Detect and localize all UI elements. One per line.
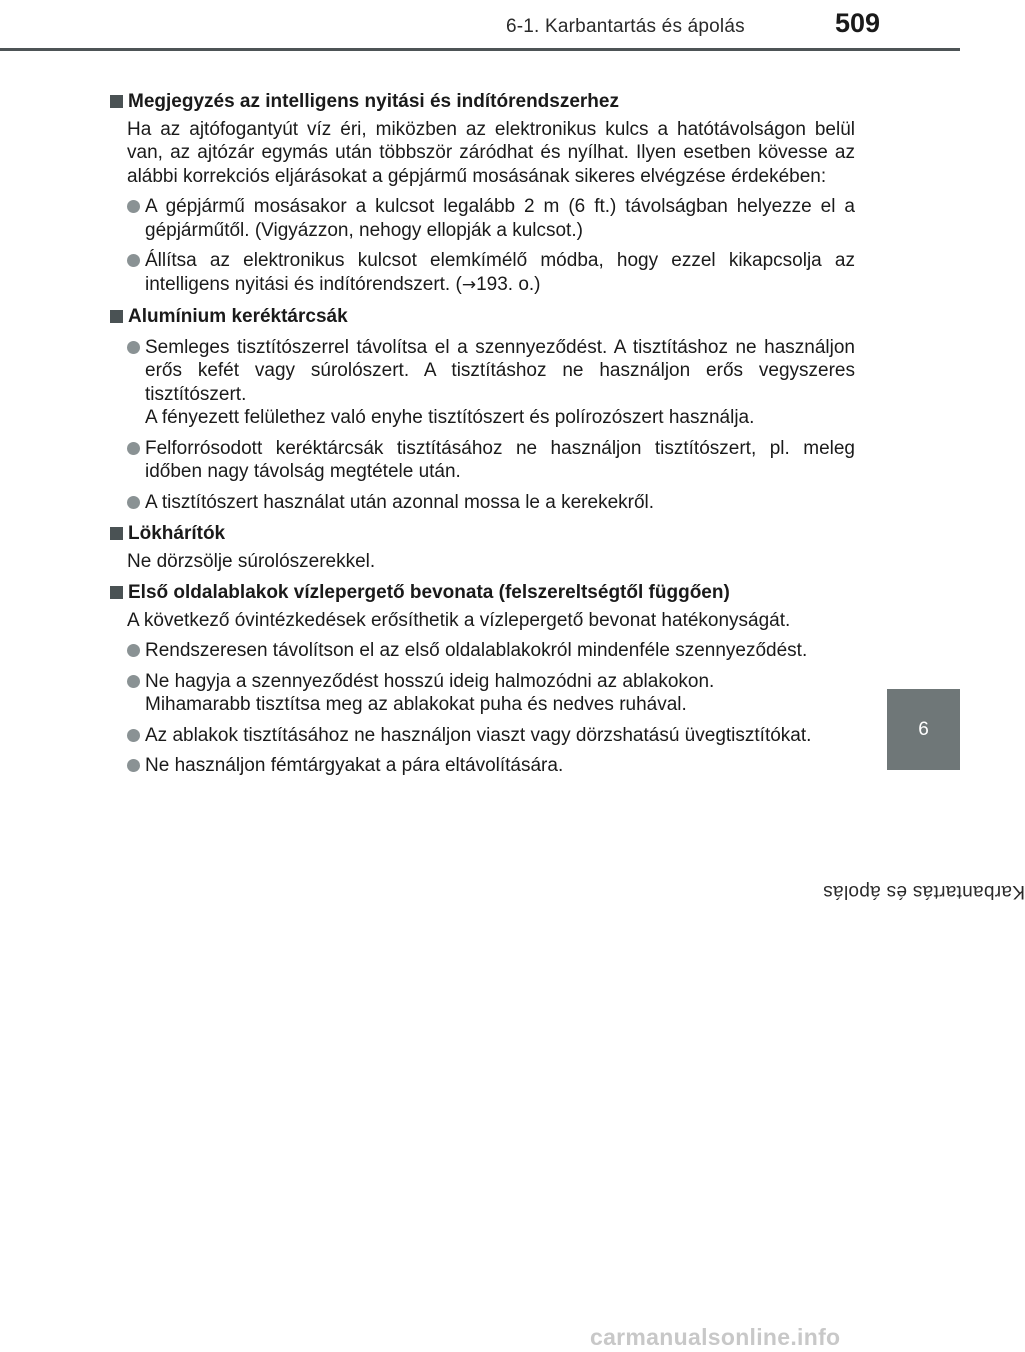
list-item-text: Ne hagyja a szennyeződést hosszú ideig halmozódni az ablakokon.	[145, 670, 715, 692]
cross-reference-arrow-icon: →	[461, 274, 477, 295]
section-intro: A következő óvintézkedések erősíthetik a vízlepergető bevonat hatékonyságát.	[127, 609, 791, 631]
list-item	[109, 336, 855, 430]
list-item	[109, 639, 855, 663]
list-item	[109, 195, 855, 242]
square-bullet-icon	[110, 527, 123, 540]
list-item	[109, 670, 855, 717]
round-bullet-icon	[127, 254, 140, 267]
square-bullet-icon	[110, 310, 123, 323]
list-item-text: Ne használjon fémtárgyakat a pára eltávolítására.	[145, 755, 564, 776]
section-heading-text: Első oldalablakok vízlepergető bevonata (felszereltségtől függően)	[128, 582, 730, 603]
header-divider	[0, 48, 960, 51]
section-intro: Ne dörzsölje súrolószerekkel.	[127, 550, 376, 572]
section-heading-intelligent-entry	[109, 90, 855, 114]
list-item-text: A tisztítószert használat után azonnal mossa le a kerekekről.	[145, 491, 655, 513]
square-bullet-icon	[110, 95, 123, 108]
list-item-text: Felforrósodott keréktárcsák tisztításához ne használjon tisztítószert, pl. meleg időben nagy távolság megtétele után.	[145, 437, 855, 482]
section-heading-bumpers	[109, 522, 855, 546]
section-heading-alloy-wheels	[109, 305, 855, 329]
list-item	[109, 437, 855, 484]
section-heading-text: Lökhárítók	[128, 523, 226, 544]
chapter-tab-number	[887, 689, 960, 770]
section-heading-water-repellent	[109, 581, 855, 605]
square-bullet-icon	[110, 586, 123, 599]
list-item-text: Semleges tisztítószerrel távolítsa el a szennyeződést. A tisztításhoz ne használjon erős kefét vagy súrolószert. A tisztításhoz ne használjon erős vegyszeres tisztítószert.	[145, 336, 855, 405]
chapter-tab-title	[822, 790, 1025, 1000]
round-bullet-icon	[127, 341, 140, 354]
round-bullet-icon	[127, 675, 140, 688]
round-bullet-icon	[127, 729, 140, 742]
running-header-section: 6-1. Karbantartás és ápolás	[506, 16, 745, 37]
round-bullet-icon	[127, 644, 140, 657]
page-number: 509	[835, 8, 881, 38]
round-bullet-icon	[127, 496, 140, 509]
list-item-text-continuation: A fényezett felülethez való enyhe tisztítószert és polírozószert használja.	[145, 407, 755, 428]
list-item	[109, 724, 855, 748]
round-bullet-icon	[127, 200, 140, 213]
list-item-text: A gépjármű mosásakor a kulcsot legalább 2 m (6 ft.) távolságban helyezze el a gépjárműtől. (Vigyázzon, nehogy ellopják a kulcsot.)	[145, 196, 855, 241]
list-item-text-continuation: Mihamarabb tisztítsa meg az ablakokat puha és nedves ruhával.	[145, 694, 687, 715]
round-bullet-icon	[127, 759, 140, 772]
list-item-text: Rendszeresen távolítson el az első oldalablakokról mindenféle szennyeződést.	[145, 640, 808, 661]
list-item-text: Állítsa az elektronikus kulcsot elemkímélő módba, hogy ezzel kikapcsolja az intelligens nyitási és indítórendszert.	[145, 250, 855, 295]
list-item: Állítsa az elektronikus kulcsot elemkímélő módba, hogy ezzel kikapcsolja az intelligens nyitási és indítórendszert. (→193. o.)	[109, 249, 855, 297]
chapter-title: Karbantartás és ápolás	[822, 881, 1025, 902]
section-intro: Ha az ajtófogantyút víz éri, miközben az elektronikus kulcs a hatótávolságon belül van, az ajtózár egymás után többször záródhat és nyílhat. Ilyen esetben kövesse az alábbi korrekciós eljárásokat a gépjármű mosásának sikeres elvégzése érdekében:	[127, 118, 855, 187]
list-item-text: Az ablakok tisztításához ne használjon viaszt vagy dörzshatású üvegtisztítókat.	[145, 724, 812, 746]
chapter-number: 6	[918, 718, 929, 740]
list-item	[109, 754, 855, 778]
section-heading-text: Megjegyzés az intelligens nyitási és indítórendszerhez	[128, 91, 619, 112]
list-item	[109, 491, 855, 515]
cross-reference[interactable]: 193. o.)	[476, 273, 541, 295]
main-content	[109, 90, 855, 778]
section-heading-text: Alumínium keréktárcsák	[128, 306, 348, 327]
watermark-text: carmanualsonline.info	[590, 1324, 841, 1350]
round-bullet-icon	[127, 442, 140, 455]
